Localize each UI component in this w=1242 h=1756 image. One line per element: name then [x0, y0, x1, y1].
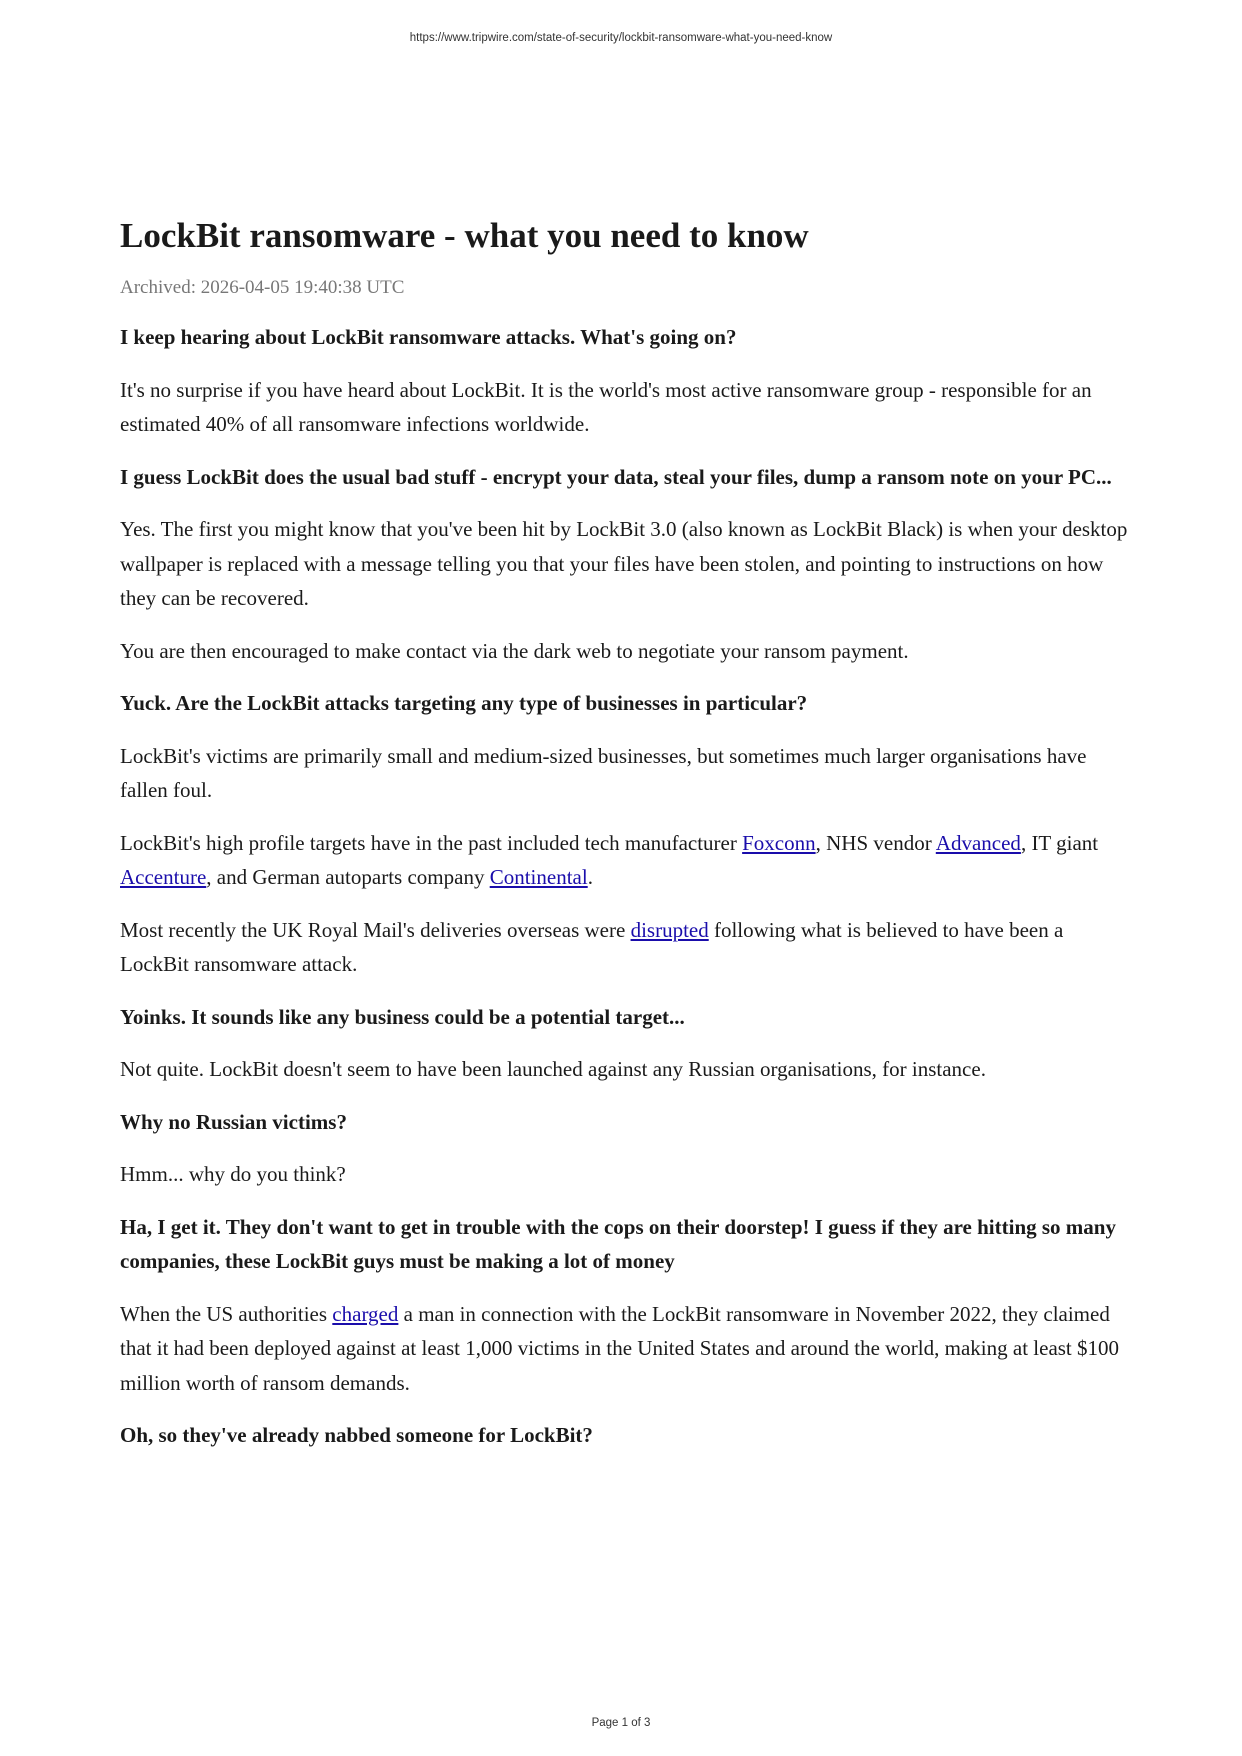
paragraph-text: When the US authorities	[120, 1301, 333, 1326]
paragraph-text: It's no surprise if you have heard about LockBit. It is the world's most active ransomware group - responsible for an estimated 40% of all ransomware infections worldwide.	[120, 377, 1092, 436]
article	[120, 214, 1130, 1453]
paragraph-text: Yes. The first you might know that you've been hit by LockBit 3.0 (also known as LockBit Black) is when your desktop wallpaper is replaced with a message telling you that your files have been stolen, and pointing to instructions on how they can be recovered.	[120, 517, 1128, 610]
paragraph-text: LockBit's high profile targets have in the past included tech manufacturer	[120, 830, 743, 855]
paragraph-text: Ha, I get it. They don't want to get in trouble with the cops on their doorstep! I guess if they are hitting so many companies, these LockBit guys must be making a lot of money	[120, 1214, 1116, 1273]
paragraph-text: following what is believed to have been a LockBit ransomware attack.	[120, 917, 1064, 976]
page-number: Page 1 of 3	[591, 1717, 651, 1729]
inline-link[interactable]: disrupted	[630, 917, 709, 942]
paragraph-text: You are then encouraged to make contact via the dark web to negotiate your ransom payment.	[120, 638, 909, 663]
question-paragraph	[120, 460, 1130, 495]
paragraph-text: LockBit's victims are primarily small and medium-sized businesses, but sometimes much larger organisations have fallen foul.	[120, 743, 1087, 802]
paragraph-text: .	[587, 865, 593, 889]
paragraph-text: Hmm... why do you think?	[120, 1162, 346, 1186]
inline-link[interactable]: charged	[332, 1301, 399, 1326]
article-title: LockBit ransomware - what you need to know	[120, 216, 809, 255]
answer-paragraph	[120, 512, 1130, 616]
answer-paragraph	[120, 634, 1130, 669]
answer-paragraph	[120, 739, 1130, 808]
question-paragraph	[120, 1000, 1130, 1035]
paragraph-text: I keep hearing about LockBit ransomware attacks. What's going on?	[120, 325, 737, 349]
answer-paragraph	[120, 1297, 1130, 1401]
paragraph-text: , IT giant	[1020, 830, 1099, 855]
answer-paragraph	[120, 1157, 1130, 1192]
paragraph-text: Why no Russian victims?	[120, 1109, 347, 1134]
paragraph-text: Not quite. LockBit doesn't seem to have been launched against any Russian organisations, for instance.	[120, 1057, 986, 1081]
article-body	[120, 320, 1130, 1453]
inline-link[interactable]: Foxconn	[742, 830, 816, 855]
paragraph-text: I guess LockBit does the usual bad stuff - encrypt your data, steal your files, dump a ransom note on your PC...	[120, 464, 1112, 489]
archived-timestamp: Archived: 2026-04-05 19:40:38 UTC	[120, 277, 405, 298]
question-paragraph	[120, 686, 1130, 721]
question-paragraph	[120, 1418, 1130, 1453]
answer-paragraph	[120, 913, 1130, 982]
inline-link[interactable]: Continental	[489, 865, 588, 889]
inline-link[interactable]: Advanced	[935, 830, 1021, 855]
page-url: https://www.tripwire.com/state-of-security/lockbit-ransomware-what-you-need-know	[409, 32, 833, 44]
paragraph-text: a man in connection with the LockBit ransomware in November 2022, they claimed that it had been deployed against at least 1,000 victims in the United States and around the world, making at least $100 million worth of ransom demands.	[120, 1301, 1120, 1395]
paragraph-text: , and German autoparts company	[206, 865, 490, 889]
question-paragraph	[120, 1105, 1130, 1140]
question-paragraph	[120, 320, 1130, 355]
question-paragraph	[120, 1210, 1130, 1279]
answer-paragraph	[120, 1052, 1130, 1087]
paragraph-text: Most recently the UK Royal Mail's deliveries overseas were	[120, 917, 631, 942]
paragraph-text: , NHS vendor	[815, 830, 936, 855]
paragraph-text: Yuck. Are the LockBit attacks targeting any type of businesses in particular?	[120, 691, 808, 715]
paragraph-text: Oh, so they've already nabbed someone for LockBit?	[120, 1423, 593, 1447]
paragraph-text: Yoinks. It sounds like any business could be a potential target...	[120, 1004, 685, 1029]
inline-link[interactable]: Accenture	[120, 865, 207, 889]
answer-paragraph	[120, 826, 1130, 895]
answer-paragraph	[120, 373, 1130, 442]
